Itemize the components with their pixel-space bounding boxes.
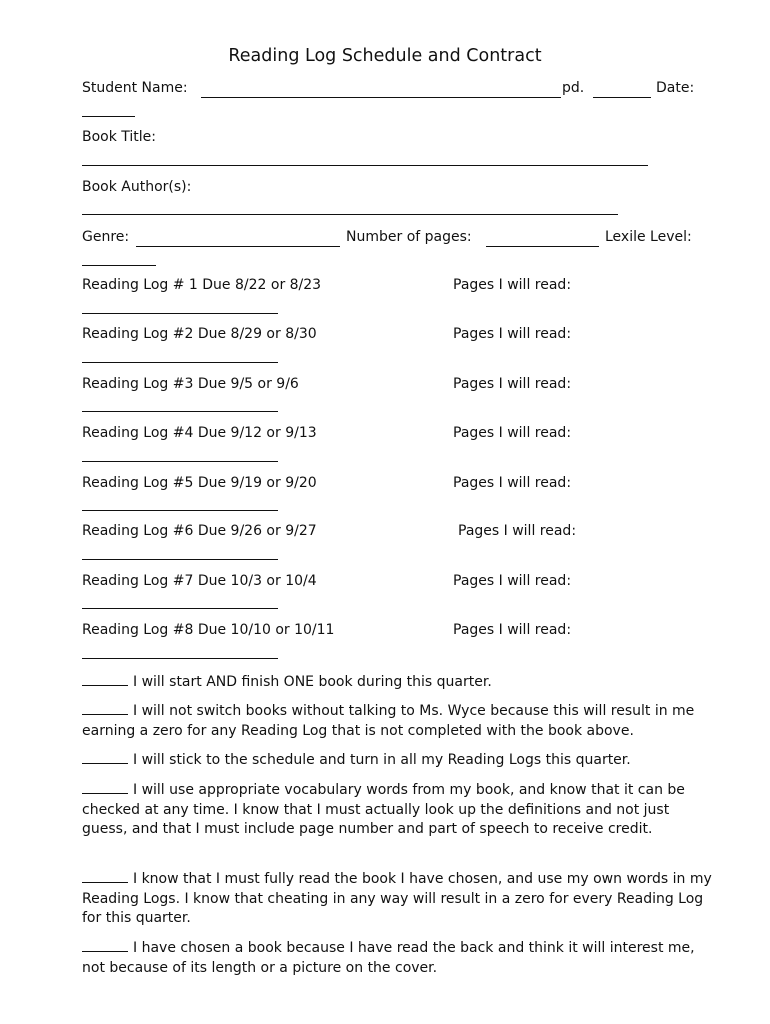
- contract-statement: [82, 749, 714, 771]
- reading-log-3-label: Reading Log #3 Due 9/5 or 9/6: [82, 376, 299, 392]
- book-author-field[interactable]: [82, 214, 618, 215]
- initial-blank[interactable]: [82, 779, 128, 794]
- reading-log-3-pages-field[interactable]: [82, 411, 278, 412]
- reading-log-8-label: Reading Log #8 Due 10/10 or 10/11: [82, 622, 335, 638]
- contract-statement: [82, 671, 714, 693]
- reading-log-1-pages-label: Pages I will read:: [453, 277, 572, 293]
- date-label: Date:: [656, 80, 695, 96]
- reading-log-2-pages-field[interactable]: [82, 362, 278, 363]
- reading-log-7-pages-label: Pages I will read:: [453, 573, 572, 589]
- lexile-level-field[interactable]: [82, 265, 156, 266]
- reading-log-4-pages-label: Pages I will read:: [453, 425, 572, 441]
- contract-statement-text: I will not switch books without talking to Ms. Wyce because this will result in me earning a zero for any Reading Log that is not completed with the book above.: [82, 703, 695, 739]
- reading-log-6-label: Reading Log #6 Due 9/26 or 9/27: [82, 523, 317, 539]
- reading-log-8-pages-label: Pages I will read:: [453, 622, 572, 638]
- initial-blank[interactable]: [82, 868, 128, 883]
- reading-log-6-pages-label: Pages I will read:: [458, 523, 577, 539]
- contract-statement-text: I have chosen a book because I have read the back and think it will interest me, not because of its length or a picture on the cover.: [82, 940, 695, 976]
- contract-statement-text: I will start AND finish ONE book during this quarter.: [133, 674, 492, 690]
- contract-statement-text: I will stick to the schedule and turn in all my Reading Logs this quarter.: [133, 752, 631, 768]
- reading-log-5-label: Reading Log #5 Due 9/19 or 9/20: [82, 475, 317, 491]
- genre-field[interactable]: [136, 246, 340, 247]
- reading-log-7-pages-field[interactable]: [82, 608, 278, 609]
- reading-log-6-pages-field[interactable]: [82, 559, 278, 560]
- pd-field[interactable]: [593, 97, 651, 98]
- book-author-label: Book Author(s):: [82, 179, 192, 195]
- student-name-field[interactable]: [201, 97, 561, 98]
- reading-log-4-label: Reading Log #4 Due 9/12 or 9/13: [82, 425, 317, 441]
- reading-log-7-label: Reading Log #7 Due 10/3 or 10/4: [82, 573, 317, 589]
- initial-blank[interactable]: [82, 937, 128, 952]
- number-of-pages-label: Number of pages:: [346, 229, 472, 245]
- date-field[interactable]: [82, 116, 135, 117]
- reading-log-4-pages-field[interactable]: [82, 461, 278, 462]
- genre-label: Genre:: [82, 229, 130, 245]
- contract-statement: [82, 937, 714, 978]
- pd-label: pd.: [562, 80, 585, 96]
- contract-statement-text: I know that I must fully read the book I have chosen, and use my own words in my Reading Logs. I know that cheating in any way will result in a zero for every Reading Log for this quarter.: [82, 871, 712, 926]
- initial-blank[interactable]: [82, 749, 128, 764]
- reading-log-3-pages-label: Pages I will read:: [453, 376, 572, 392]
- page-title: Reading Log Schedule and Contract: [228, 46, 542, 66]
- reading-log-1-label: Reading Log # 1 Due 8/22 or 8/23: [82, 277, 322, 293]
- reading-log-8-pages-field[interactable]: [82, 658, 278, 659]
- reading-log-5-pages-label: Pages I will read:: [453, 475, 572, 491]
- contract-statement: [82, 779, 714, 840]
- reading-log-2-pages-label: Pages I will read:: [453, 326, 572, 342]
- reading-log-1-pages-field[interactable]: [82, 313, 278, 314]
- reading-log-5-pages-field[interactable]: [82, 510, 278, 511]
- contract-statement: [82, 700, 714, 741]
- initial-blank[interactable]: [82, 671, 128, 686]
- contract-statement-text: I will use appropriate vocabulary words from my book, and know that it can be checked at any time. I know that I must actually look up the definitions and not just guess, and that I must include page number and part of speech to receive credit.: [82, 782, 685, 837]
- book-title-field[interactable]: [82, 165, 648, 166]
- initial-blank[interactable]: [82, 700, 128, 715]
- student-name-label: Student Name:: [82, 80, 188, 96]
- number-of-pages-field[interactable]: [486, 246, 599, 247]
- book-title-label: Book Title:: [82, 129, 157, 145]
- contract-statement: [82, 868, 714, 929]
- reading-log-2-label: Reading Log #2 Due 8/29 or 8/30: [82, 326, 317, 342]
- lexile-level-label: Lexile Level:: [605, 229, 692, 245]
